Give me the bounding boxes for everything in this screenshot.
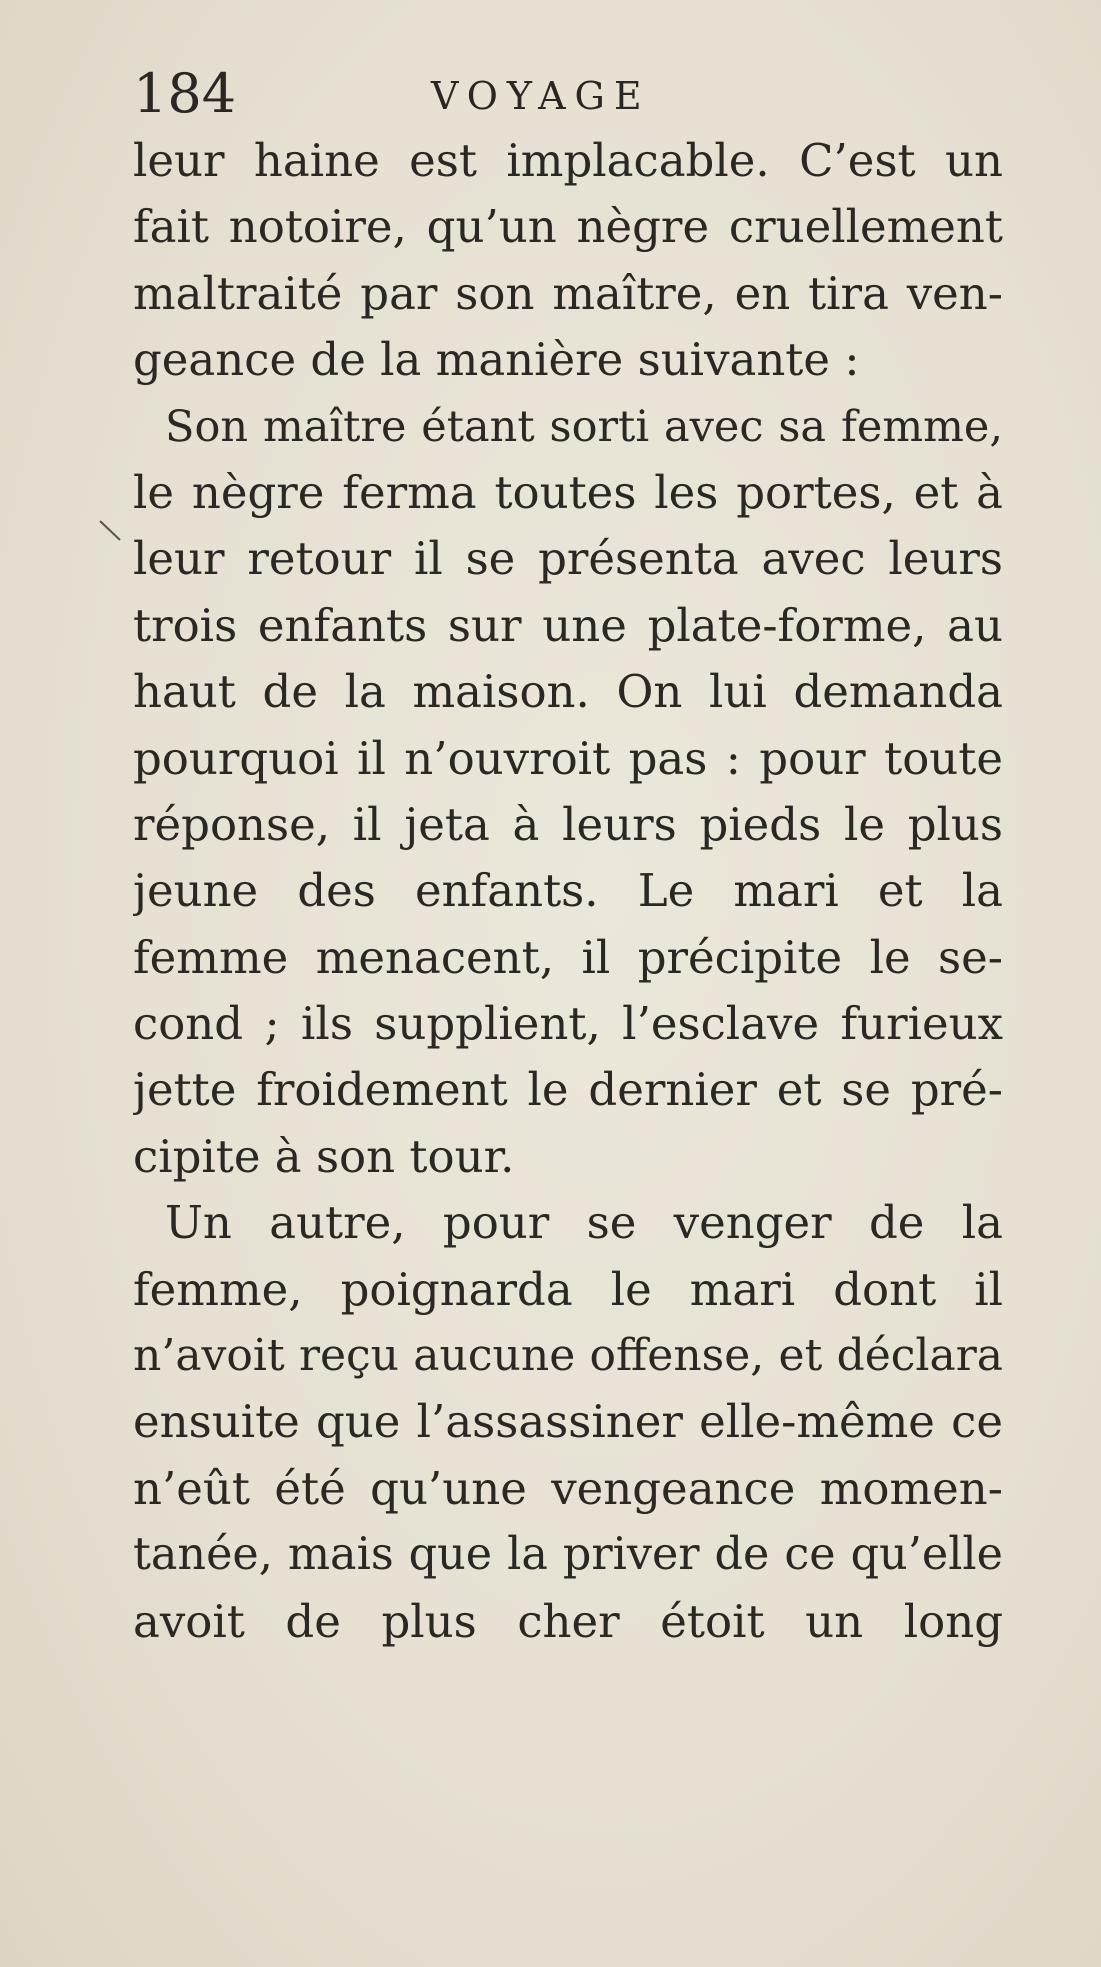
text-line: cipite à son tour. bbox=[133, 1129, 515, 1183]
text-line: geance de la manière suivante : bbox=[133, 333, 860, 387]
text-line: n’avoit reçu aucune offense, et déclara bbox=[133, 1330, 1003, 1382]
text-line: Son maître étant sorti avec sa femme, bbox=[165, 401, 1003, 452]
text-line: leur retour il se présenta avec leurs bbox=[133, 532, 1003, 586]
text-line: femme menacent, il précipite le se- bbox=[133, 930, 1003, 984]
text-line: maltraité par son maître, en tira ven- bbox=[133, 266, 1003, 320]
text-line: pourquoi il n’ouvroit pas : pour toute bbox=[133, 731, 1003, 785]
page-header bbox=[133, 62, 1013, 126]
text-line: ensuite que l’assassiner elle-même ce bbox=[133, 1395, 1003, 1449]
text-line: Un autre, pour se venger de la bbox=[165, 1196, 1003, 1250]
text-line: haut de la maison. On lui demanda bbox=[133, 665, 1003, 719]
margin-mark-icon bbox=[98, 518, 124, 544]
text-line: fait notoire, qu’un nègre cruellement bbox=[133, 200, 1003, 254]
text-line: tanée, mais que la priver de ce qu’elle bbox=[133, 1529, 1003, 1581]
text-line: jette froidement le dernier et se pré- bbox=[133, 1063, 1003, 1117]
text-line: n’eût été qu’une vengeance momen- bbox=[133, 1461, 1003, 1515]
text-line: le nègre ferma toutes les portes, et à bbox=[133, 465, 1003, 519]
text-line: cond ; ils supplient, l’esclave furieux bbox=[133, 997, 1003, 1051]
body-text bbox=[133, 128, 1003, 1655]
running-title: VOYAGE bbox=[431, 74, 651, 118]
text-line: trois enfants sur une plate-forme, au bbox=[133, 598, 1003, 652]
page-number: 184 bbox=[133, 62, 237, 125]
text-line: avoit de plus cher étoit un long bbox=[133, 1594, 1003, 1648]
text-line: femme, poignarda le mari dont il bbox=[133, 1262, 1003, 1316]
text-line: jeune des enfants. Le mari et la bbox=[133, 864, 1003, 918]
text-line: leur haine est implacable. C’est un bbox=[133, 134, 1003, 187]
text-line: réponse, il jeta à leurs pieds le plus bbox=[133, 797, 1003, 851]
